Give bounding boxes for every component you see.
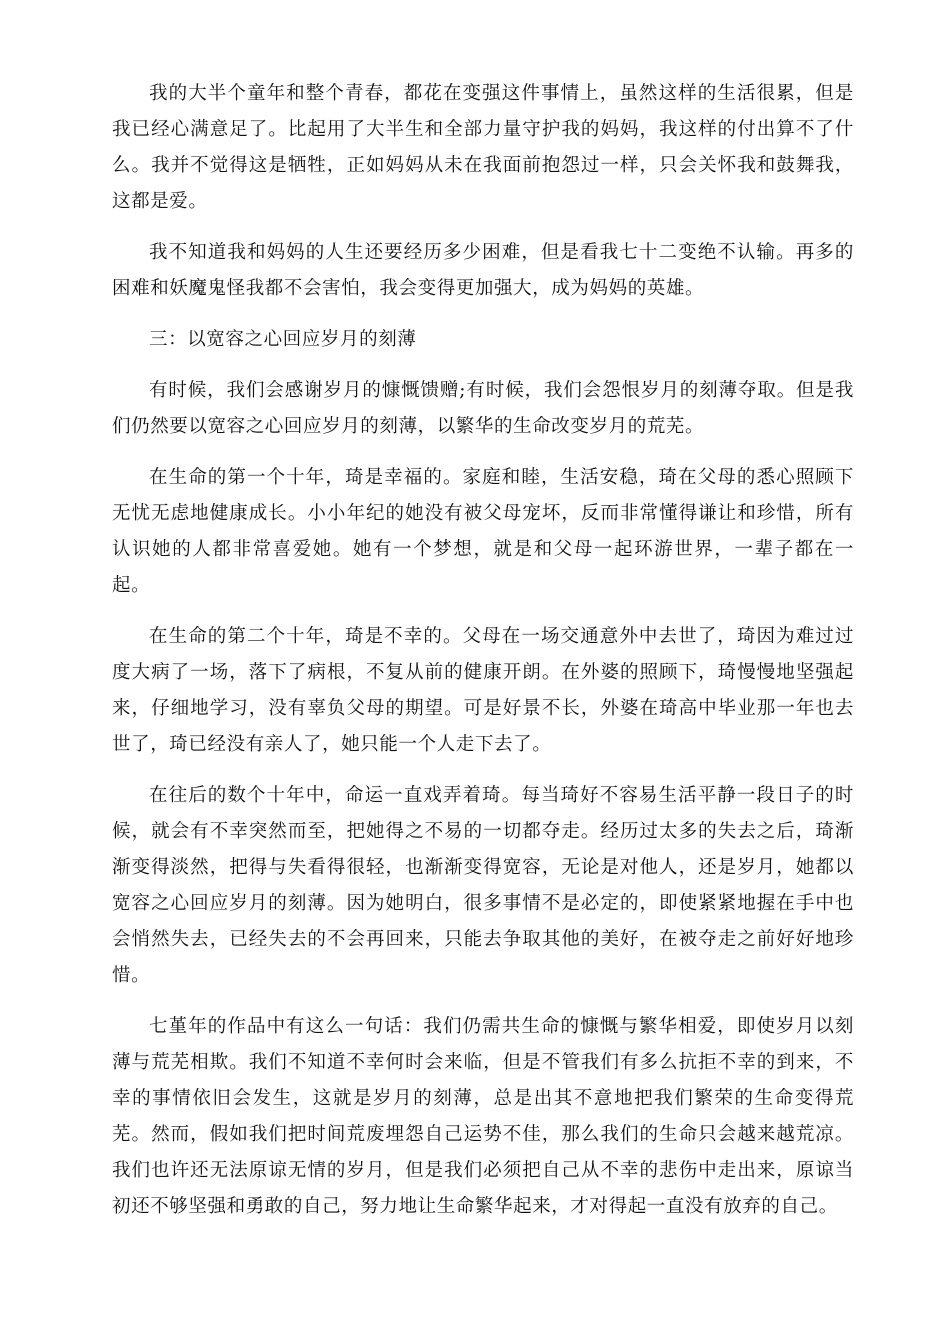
paragraph-childhood: 我的大半个童年和整个青春，都花在变强这件事情上，虽然这样的生活很累，但是我已经心满意足了。比起用了大半生和全部力量守护我的妈妈，我这样的付出算不了什么。我并不觉得这是牺牲，正如妈妈从未在我面前抱怨过一样，只会关怀我和鼓舞我，这都是爱。: [112, 83, 854, 212]
paragraph-mother-hero: 我不知道我和妈妈的人生还要经历多少困难，但是看我七十二变绝不认输。再多的困难和妖魔鬼怪我都不会害怕，我会变得更加强大，成为妈妈的英雄。: [112, 242, 854, 299]
section-heading: 三：以宽容之心回应岁月的刻薄: [149, 329, 417, 350]
paragraph-later-decades: 在往后的数个十年中，命运一直戏弄着琦。每当琦好不容易生活平静一段日子的时候，就会有不幸突然而至，把她得之不易的一切都夺走。经历过太多的失去之后，琦渐渐变得淡然，把得与失看得很轻，也渐渐变得宽容，无论是对他人，还是岁月，她都以宽容之心回应岁月的刻薄。因为她明白，很多事情不是必定的，即使紧紧地握在手中也会悄然失去，已经失去的不会再回来，只能去争取其他的美好，在被夺走之前好好地珍惜。: [112, 785, 854, 986]
document-body: [112, 76, 854, 1240]
paragraph-conclusion: 七堇年的作品中有这么一句话：我们仍需共生命的慷慨与繁华相爱，即使岁月以刻薄与荒芜相欺。我们不知道不幸何时会来临，但是不管我们有多么抗拒不幸的到来，不幸的事情依旧会发生，这就是岁月的刻薄，总是出其不意地把我们繁荣的生命变得荒芜。然而，假如我们把时间荒废埋怨自己运势不佳，那么我们的生命只会越来越荒凉。我们也许还无法原谅无情的岁月，但是我们必须把自己从不幸的悲伤中走出来，原谅当初还不够坚强和勇敢的自己，努力地让生命繁华起来，才对得起一直没有放弃的自己。: [112, 1016, 854, 1217]
paragraph-first-decade: 在生命的第一个十年，琦是幸福的。家庭和睦，生活安稳，琦在父母的悉心照顾下无忧无虑地健康成长。小小年纪的她没有被父母宠坏，反而非常懂得谦让和珍惜，所有认识她的人都非常喜爱她。她有一个梦想，就是和父母一起环游世界，一辈子都在一起。: [112, 467, 854, 596]
paragraph-second-decade: 在生命的第二个十年，琦是不幸的。父母在一场交通意外中去世了，琦因为难过过度大病了一场，落下了病根，不复从前的健康开朗。在外婆的照顾下，琦慢慢地坚强起来，仔细地学习，没有辜负父母的期望。可是好景不长，外婆在琦高中毕业那一年也去世了，琦已经没有亲人了，她只能一个人走下去了。: [112, 626, 854, 755]
paragraph-intro: 有时候，我们会感谢岁月的慷慨馈赠;有时候，我们会怨恨岁月的刻薄夺取。但是我们仍然要以宽容之心回应岁月的刻薄，以繁华的生命改变岁月的荒芜。: [112, 380, 854, 437]
